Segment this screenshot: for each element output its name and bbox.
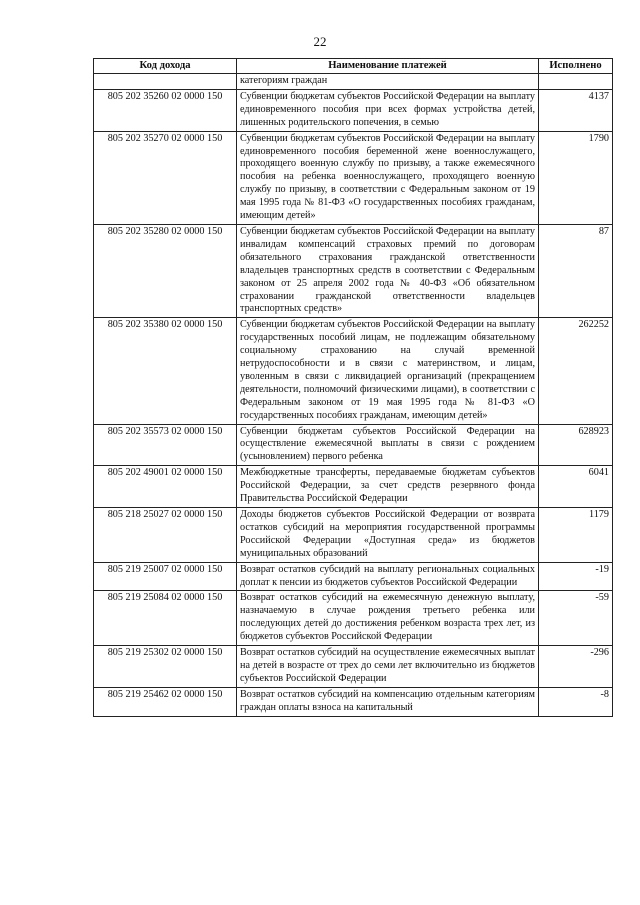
row-name-cell: Субвенции бюджетам субъектов Российской Федерации на выплату государственных пособий лицам, не подлежащим обязательному социальному страхованию на случай временной нетрудоспособности и в связи с материнством, и лицам, уволенным в связи с ликвидацией организаций (прекращением деятельности, полномочий физическими лицами), в соответствии с Федеральным законом от 19 мая 1995 года № 81-ФЗ «О государственных пособиях гражданам, имеющим детей» — [237, 318, 539, 424]
continuation-name-cell: категориям граждан — [237, 74, 539, 90]
row-code-cell: 805 219 25007 02 0000 150 — [94, 562, 237, 591]
row-amount-cell: 628923 — [539, 424, 613, 466]
row-amount-cell: -296 — [539, 646, 613, 688]
page-number: 22 — [313, 34, 327, 49]
row-name-cell: Доходы бюджетов субъектов Российской Федерации от возврата остатков субсидий на мероприятия государственной программы Российской Федерации «Доступная среда» из бюджетов муниципальных образований — [237, 508, 539, 563]
row-code-cell: 805 218 25027 02 0000 150 — [94, 508, 237, 563]
table-row — [94, 508, 613, 563]
row-amount-cell: -19 — [539, 562, 613, 591]
continuation-code-cell — [94, 74, 237, 90]
table-row — [94, 562, 613, 591]
row-code-cell: 805 202 35573 02 0000 150 — [94, 424, 237, 466]
row-name-cell: Возврат остатков субсидий на ежемесячную денежную выплату, назначаемую в случае рождения третьего ребенка или последующих детей до достижения ребенком возраста трех лет, из бюджетов субъектов Российской Федерации — [237, 591, 539, 646]
row-name-cell: Субвенции бюджетам субъектов Российской Федерации на выплату единовременного пособия беременной жене военнослужащего, проходящего военную службу по призыву, а также ежемесячного пособия на ребенка военнослужащего, проходящего военную службу по призыву, в соответствии с Федеральным законом от 19 мая 1995 года № 81-ФЗ «О государственных пособиях гражданам, имеющим детей» — [237, 131, 539, 224]
row-code-cell: 805 219 25302 02 0000 150 — [94, 646, 237, 688]
row-name-cell: Субвенции бюджетам субъектов Российской Федерации на выплату инвалидам компенсаций страховых премий по договорам обязательного страхования гражданской ответственности владельцев транспортных средств в соответствии с Федеральным законом от 25 апреля 2002 года № 40-ФЗ «Об обязательном страховании гражданской ответственности владельцев транспортных средств» — [237, 224, 539, 317]
row-code-cell: 805 202 35260 02 0000 150 — [94, 89, 237, 131]
row-code-cell: 805 202 35380 02 0000 150 — [94, 318, 237, 424]
table-row — [94, 466, 613, 508]
row-name-cell: Межбюджетные трансферты, передаваемые бюджетам субъектов Российской Федерации, за счет средств резервного фонда Правительства Российской Федерации — [237, 466, 539, 508]
row-amount-cell: 1790 — [539, 131, 613, 224]
revenue-table — [93, 58, 613, 717]
row-code-cell: 805 219 25462 02 0000 150 — [94, 687, 237, 716]
header-name: Наименование платежей — [237, 59, 539, 74]
continuation-row — [94, 74, 613, 90]
row-amount-cell: 262252 — [539, 318, 613, 424]
table-row — [94, 131, 613, 224]
header-code: Код дохода — [94, 59, 237, 74]
row-name-cell: Субвенции бюджетам субъектов Российской Федерации на выплату единовременного пособия при всех формах устройства детей, лишенных родительского попечения, в семью — [237, 89, 539, 131]
row-name-cell: Возврат остатков субсидий на выплату региональных социальных доплат к пенсии из бюджетов субъектов Российской Федерации — [237, 562, 539, 591]
row-amount-cell: 87 — [539, 224, 613, 317]
row-code-cell: 805 219 25084 02 0000 150 — [94, 591, 237, 646]
row-name-cell: Субвенции бюджетам субъектов Российской Федерации на осуществление ежемесячной выплаты в связи с рождением (усыновлением) первого ребенка — [237, 424, 539, 466]
row-amount-cell: -8 — [539, 687, 613, 716]
table-row — [94, 424, 613, 466]
row-amount-cell: 1179 — [539, 508, 613, 563]
row-amount-cell: 6041 — [539, 466, 613, 508]
continuation-amount-cell — [539, 74, 613, 90]
table-header-row — [94, 59, 613, 74]
row-code-cell: 805 202 35280 02 0000 150 — [94, 224, 237, 317]
table-row — [94, 687, 613, 716]
row-name-cell: Возврат остатков субсидий на компенсацию отдельным категориям граждан оплаты взноса на капитальный — [237, 687, 539, 716]
table-row — [94, 89, 613, 131]
row-amount-cell: -59 — [539, 591, 613, 646]
row-name-cell: Возврат остатков субсидий на осуществление ежемесячных выплат на детей в возрасте от трех до семи лет включительно из бюджетов субъектов Российской Федерации — [237, 646, 539, 688]
row-code-cell: 805 202 49001 02 0000 150 — [94, 466, 237, 508]
row-amount-cell: 4137 — [539, 89, 613, 131]
header-amount: Исполнено — [539, 59, 613, 74]
table-row — [94, 646, 613, 688]
row-code-cell: 805 202 35270 02 0000 150 — [94, 131, 237, 224]
table-row — [94, 318, 613, 424]
table-row — [94, 224, 613, 317]
table-row — [94, 591, 613, 646]
